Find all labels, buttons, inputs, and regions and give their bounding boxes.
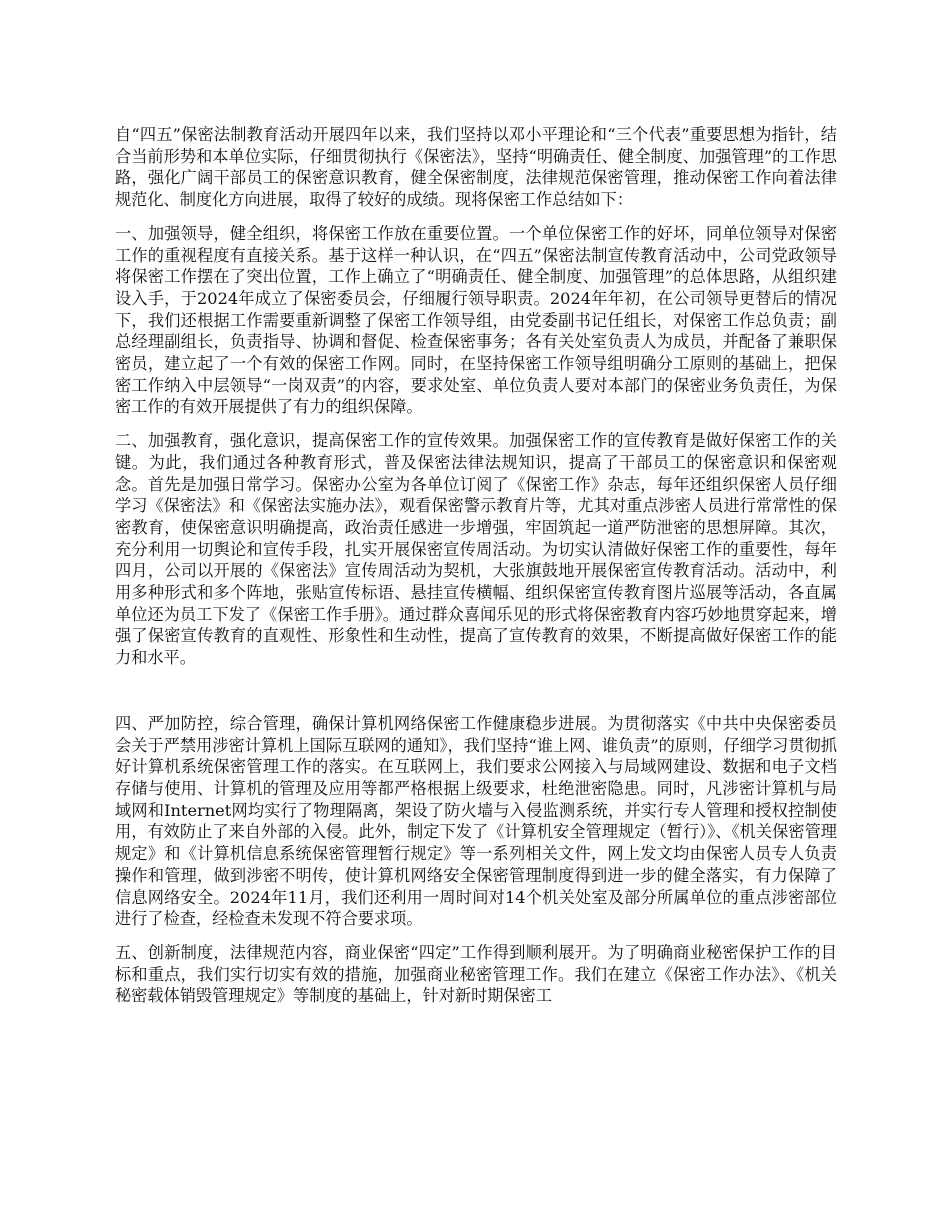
paragraph-section-2: 二、加强教育，强化意识，提高保密工作的宣传效果。加强保密工作的宣传教育是做好保密工作的关键。为此，我们通过各种教育形式，普及保密法律法规知识，提高了干部员工的保密意识和保密观念。首先是加强日常学习。保密办公室为各单位订阅了《保密工作》杂志，每年还组织保密人员仔细学习《保密法》和《保密法实施办法》，观看保密警示教育片等，尤其对重点涉密人员进行常常性的保密教育，使保密意识明确提高，政治责任感进一步增强，牢固筑起一道严防泄密的思想屏障。其次，充分利用一切舆论和宣传手段，扎实开展保密宣传周活动。为切实认清做好保密工作的重要性，每年四月，公司以开展的《保密法》宣传周活动为契机，大张旗鼓地开展保密宣传教育活动。活动中，利用多种形式和多个阵地，张贴宣传标语、悬挂宣传横幅、组织保密宣传教育图片巡展等活动，各直属单位还为员工下发了《保密工作手册》。通过群众喜闻乐见的形式将保密教育内容巧妙地贯穿起来，增强了保密宣传教育的直观性、形象性和生动性，提高了宣传教育的效果，不断提高做好保密工作的能力和水平。 (115, 431, 837, 668)
paragraph-section-1: 一、加强领导，健全组织，将保密工作放在重要位置。一个单位保密工作的好坏，同单位领导对保密工作的重视程度有直接关系。基于这样一种认识，在“四五”保密法制宣传教育活动中，公司党政领导将保密工作摆在了突出位置，工作上确立了“明确责任、健全制度、加强管理”的总体思路，从组织建设入手，于2024年成立了保密委员会，仔细履行领导职责。2024年年初，在公司领导更替后的情况下，我们还根据工作需要重新调整了保密工作领导组，由党委副书记任组长，对保密工作总负责；副总经理副组长，负责指导、协调和督促、检查保密事务；各有关处室负责人为成员，并配备了兼职保密员，建立起了一个有效的保密工作网。同时，在坚持保密工作领导组明确分工原则的基础上，把保密工作纳入中层领导“一岗双责”的内容，要求处室、单位负责人要对本部门的保密业务负责任，为保密工作的有效开展提供了有力的组织保障。 (115, 223, 837, 417)
document-body (115, 124, 837, 1019)
paragraph-section-5: 五、创新制度，法律规范内容，商业保密“四定”工作得到顺利展开。为了明确商业秘密保护工作的目标和重点，我们实行切实有效的措施，加强商业秘密管理工作。我们在建立《保密工作办法》、《机关秘密载体销毁管理规定》等制度的基础上，针对新时期保密工 (115, 942, 837, 1006)
paragraph-intro: 自“四五”保密法制教育活动开展四年以来，我们坚持以邓小平理论和“三个代表”重要思想为指针，结合当前形势和本单位实际，仔细贯彻执行《保密法》，坚持“明确责任、健全制度、加强管理”的工作思路，强化广阔干部员工的保密意识教育，健全保密制度，法律规范保密管理，推动保密工作向着法律规范化、制度化方向进展，取得了较好的成绩。现将保密工作总结如下： (115, 125, 837, 210)
paragraph-section-4: 四、严加防控，综合管理，确保计算机网络保密工作健康稳步进展。为贯彻落实《中共中央保密委员会关于严禁用涉密计算机上国际互联网的通知》，我们坚持“谁上网、谁负责”的原则，仔细学习贯彻抓好计算机系统保密管理工作的落实。在互联网上，我们要求公网接入与局域网建设、数据和电子文档存储与使用、计算机的管理及应用等都严格根据上级要求，杜绝泄密隐患。同时，凡涉密计算机与局域网和Internet网均实行了物理隔离，架设了防火墙与入侵监测系统，并实行专人管理和授权控制使用，有效防止了来自外部的入侵。此外，制定下发了《计算机安全管理规定（暂行）》、《机关保密管理规定》和《计算机信息系统保密管理暂行规定》等一系列相关文件，网上发文均由保密人员专人负责操作和管理，做到涉密不明传，使计算机网络安全保密管理制度得到进一步的健全落实，有力保障了信息网络安全。2024年11月，我们还利用一周时间对14个机关处室及部分所属单位的重点涉密部位进行了检查，经检查未发现不符合要求项。 (115, 713, 837, 929)
section-gap (115, 681, 837, 713)
